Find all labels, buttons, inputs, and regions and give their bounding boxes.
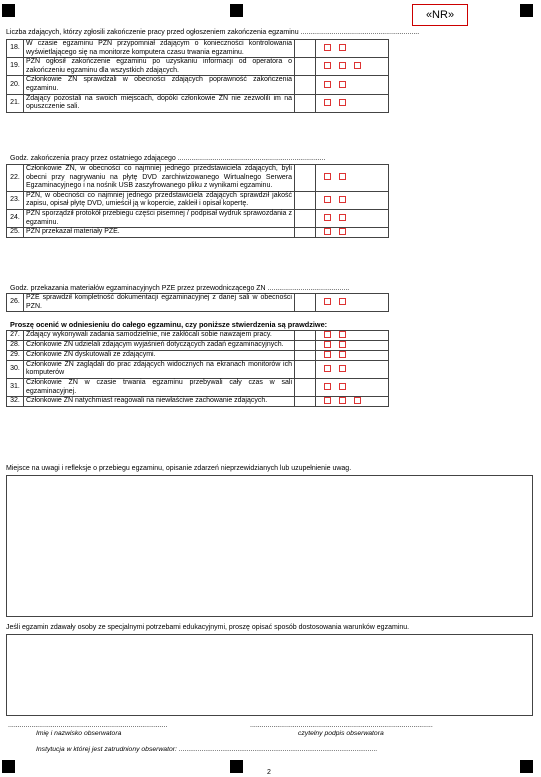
question-text: Zdający pozostali na swoich miejscach, dopóki członkowie ZN nie zezwolili im na opuszczenie sali. (24, 94, 295, 112)
checkbox-cell (316, 331, 389, 341)
spacer-cell (295, 58, 316, 76)
checkbox-cell (316, 294, 389, 312)
checkbox-cell (316, 40, 389, 58)
answer-checkbox[interactable] (324, 228, 331, 235)
checkbox-cell (316, 165, 389, 192)
question-row (7, 165, 389, 192)
checkbox-cell (316, 76, 389, 94)
fill-in-dots[interactable]: .......................................... (265, 285, 350, 292)
question-row (7, 397, 389, 407)
question-text: PZN ogłosił zakończenie egzaminu po uzyskaniu informacji od operatora o zakończeniu egzaminu dla wszystkich zdających. (24, 58, 295, 76)
question-number: 28. (7, 340, 24, 350)
question-row (7, 228, 389, 238)
question-number: 27. (7, 331, 24, 341)
nr-code-box: «NR» (412, 4, 468, 26)
answer-checkbox[interactable] (324, 62, 331, 69)
signature-dots-left[interactable]: .................................................................................. (8, 722, 168, 729)
section-4-heading: Proszę ocenić w odniesieniu do całego egzaminu, czy poniższe stwierdzenia są prawdziwe: (10, 320, 328, 329)
question-text: Członkowie ZN sprawdzali w obecności zdających poprawność zakończenia egzaminu. (24, 76, 295, 94)
answer-checkbox[interactable] (324, 214, 331, 221)
checkbox-cell (316, 191, 389, 209)
question-number: 30. (7, 360, 24, 378)
question-row (7, 94, 389, 112)
question-number: 31. (7, 379, 24, 397)
answer-checkbox[interactable] (339, 62, 346, 69)
question-text: W czasie egzaminu PZN przypomniał zdającym o konieczności kontrolowania wyświetlającego się na monitorze komputera czasu trwania egzaminu. (24, 40, 295, 58)
special-needs-box[interactable] (6, 634, 533, 716)
answer-checkbox[interactable] (354, 62, 361, 69)
answer-checkbox[interactable] (324, 383, 331, 390)
question-text: PZE sprawdził kompletność dokumentacji egzaminacyjnej z danej sali w obecności PZN. (24, 294, 295, 312)
notes-label: Miejsce na uwagi i refleksje o przebiegu egzaminu, opisanie zdarzeń nieprzewidzianych lub uzupełnienie uwag. (6, 465, 352, 472)
question-text: PZN sporządził protokół przebiegu części pisemnej / podpisał wydruk sprawozdania z egzaminu. (24, 209, 295, 227)
question-number: 32. (7, 397, 24, 407)
question-number: 29. (7, 350, 24, 360)
questions-table-2 (6, 164, 389, 238)
question-number: 26. (7, 294, 24, 312)
answer-checkbox[interactable] (339, 351, 346, 358)
question-text: Zdający wykonywali zadania samodzielnie, nie zakłócali sobie nawzajem pracy. (24, 331, 295, 341)
question-number: 22. (7, 165, 24, 192)
fill-in-dots[interactable]: ............................................................................ (175, 155, 326, 162)
spacer-cell (295, 94, 316, 112)
fill-in-dots[interactable]: ............................................................. (298, 29, 420, 36)
signature-sign-label: czytelny podpis obserwatora (298, 730, 384, 737)
question-text: PZN przekazał materiały PZE. (24, 228, 295, 238)
checkbox-cell (316, 350, 389, 360)
answer-checkbox[interactable] (354, 397, 361, 404)
question-number: 19. (7, 58, 24, 76)
checkbox-cell (316, 228, 389, 238)
answer-checkbox[interactable] (339, 228, 346, 235)
answer-checkbox[interactable] (324, 196, 331, 203)
corner-marker-top-center (230, 4, 243, 17)
checkbox-cell (316, 360, 389, 378)
answer-checkbox[interactable] (339, 298, 346, 305)
question-row (7, 350, 389, 360)
spacer-cell (295, 397, 316, 407)
spacer-cell (295, 209, 316, 227)
section-2-label: Godz. zakończenia pracy przez ostatniego zdającego ............................................................................ (10, 155, 326, 162)
answer-checkbox[interactable] (339, 81, 346, 88)
page-number: 2 (267, 769, 271, 776)
questions-table-4 (6, 330, 389, 407)
answer-checkbox[interactable] (339, 341, 346, 348)
spacer-cell (295, 191, 316, 209)
answer-checkbox[interactable] (324, 341, 331, 348)
spacer-cell (295, 331, 316, 341)
section-1-label: Liczba zdających, którzy zgłosili zakończenie pracy przed ogłoszeniem zakończenia egzaminu ............................................................. (6, 29, 420, 36)
answer-checkbox[interactable] (324, 331, 331, 338)
question-row (7, 76, 389, 94)
question-text: Członkowie ZN, w obecności co najmniej jednego przedstawiciela zdających, byli obecni przy nagrywaniu na płytę DVD zarchiwizowanego Wirtualnego Serwera Egzaminacyjnego i na nośnik USB zaszyfrowanego pliku z wynikami egzaminu. (24, 165, 295, 192)
question-row (7, 331, 389, 341)
question-number: 24. (7, 209, 24, 227)
answer-checkbox[interactable] (339, 365, 346, 372)
notes-box[interactable] (6, 475, 533, 617)
spacer-cell (295, 294, 316, 312)
checkbox-cell (316, 340, 389, 350)
corner-marker-bottom-center (230, 760, 243, 773)
checkbox-cell (316, 397, 389, 407)
answer-checkbox[interactable] (339, 397, 346, 404)
question-text: PZN, w obecności co najmniej jednego przedstawiciela zdających sprawdził jakość zapisu, opisał płytę DVD, umieścił ją w kopercie, zakleił i opisał kopertę. (24, 191, 295, 209)
question-row (7, 360, 389, 378)
corner-marker-bottom-right (520, 760, 533, 773)
answer-checkbox[interactable] (339, 331, 346, 338)
institution-label: Instytucja w której jest zatrudniony obserwator: ......................................................................................................... (36, 746, 378, 753)
answer-checkbox[interactable] (339, 44, 346, 51)
checkbox-cell (316, 209, 389, 227)
spacer-cell (295, 76, 316, 94)
corner-marker-top-right (520, 4, 533, 17)
answer-checkbox[interactable] (339, 173, 346, 180)
answer-checkbox[interactable] (339, 196, 346, 203)
corner-marker-top-left (2, 4, 15, 17)
spacer-cell (295, 360, 316, 378)
question-row (7, 40, 389, 58)
section-3-label: Godz. przekazania materiałów egzaminacyjnych PZE przez przewodniczącego ZN .......................................... (10, 285, 350, 292)
question-number: 20. (7, 76, 24, 94)
answer-checkbox[interactable] (324, 298, 331, 305)
answer-checkbox[interactable] (324, 397, 331, 404)
answer-checkbox[interactable] (324, 365, 331, 372)
questions-table-3 (6, 293, 389, 312)
question-text: Członkowie ZN zaglądali do prac zdających widocznych na ekranach monitorów ich komputerów (24, 360, 295, 378)
corner-marker-bottom-left (2, 760, 15, 773)
answer-checkbox[interactable] (324, 173, 331, 180)
spacer-cell (295, 350, 316, 360)
question-row (7, 379, 389, 397)
spacer-cell (295, 165, 316, 192)
questions-table-1 (6, 39, 389, 113)
answer-checkbox[interactable] (324, 44, 331, 51)
answer-checkbox[interactable] (339, 214, 346, 221)
question-row (7, 209, 389, 227)
answer-checkbox[interactable] (324, 81, 331, 88)
answer-checkbox[interactable] (339, 99, 346, 106)
question-row (7, 294, 389, 312)
signature-dots-right[interactable]: .............................................................................................. (250, 722, 433, 729)
question-row (7, 340, 389, 350)
question-number: 25. (7, 228, 24, 238)
special-needs-label: Jeśli egzamin zdawały osoby ze specjalnymi potrzebami edukacyjnymi, proszę opisać sposób dostosowania warunków egzaminu. (6, 624, 410, 631)
spacer-cell (295, 379, 316, 397)
question-number: 18. (7, 40, 24, 58)
checkbox-cell (316, 58, 389, 76)
spacer-cell (295, 40, 316, 58)
signature-name-label: Imię i nazwisko obserwatora (36, 730, 122, 737)
answer-checkbox[interactable] (339, 383, 346, 390)
question-number: 23. (7, 191, 24, 209)
question-number: 21. (7, 94, 24, 112)
spacer-cell (295, 228, 316, 238)
question-text: Członkowie ZN dyskutowali ze zdającymi. (24, 350, 295, 360)
question-text: Członkowie ZN natychmiast reagowali na niewłaściwe zachowanie zdających. (24, 397, 295, 407)
answer-checkbox[interactable] (324, 351, 331, 358)
spacer-cell (295, 340, 316, 350)
answer-checkbox[interactable] (324, 99, 331, 106)
checkbox-cell (316, 379, 389, 397)
question-text: Członkowie ZN w czasie trwania egzaminu przebywali cały czas w sali egzaminacyjnej. (24, 379, 295, 397)
question-row (7, 58, 389, 76)
checkbox-cell (316, 94, 389, 112)
question-row (7, 191, 389, 209)
question-text: Członkowie ZN udzielali zdającym wyjaśnień dotyczących zadań egzaminacyjnych. (24, 340, 295, 350)
